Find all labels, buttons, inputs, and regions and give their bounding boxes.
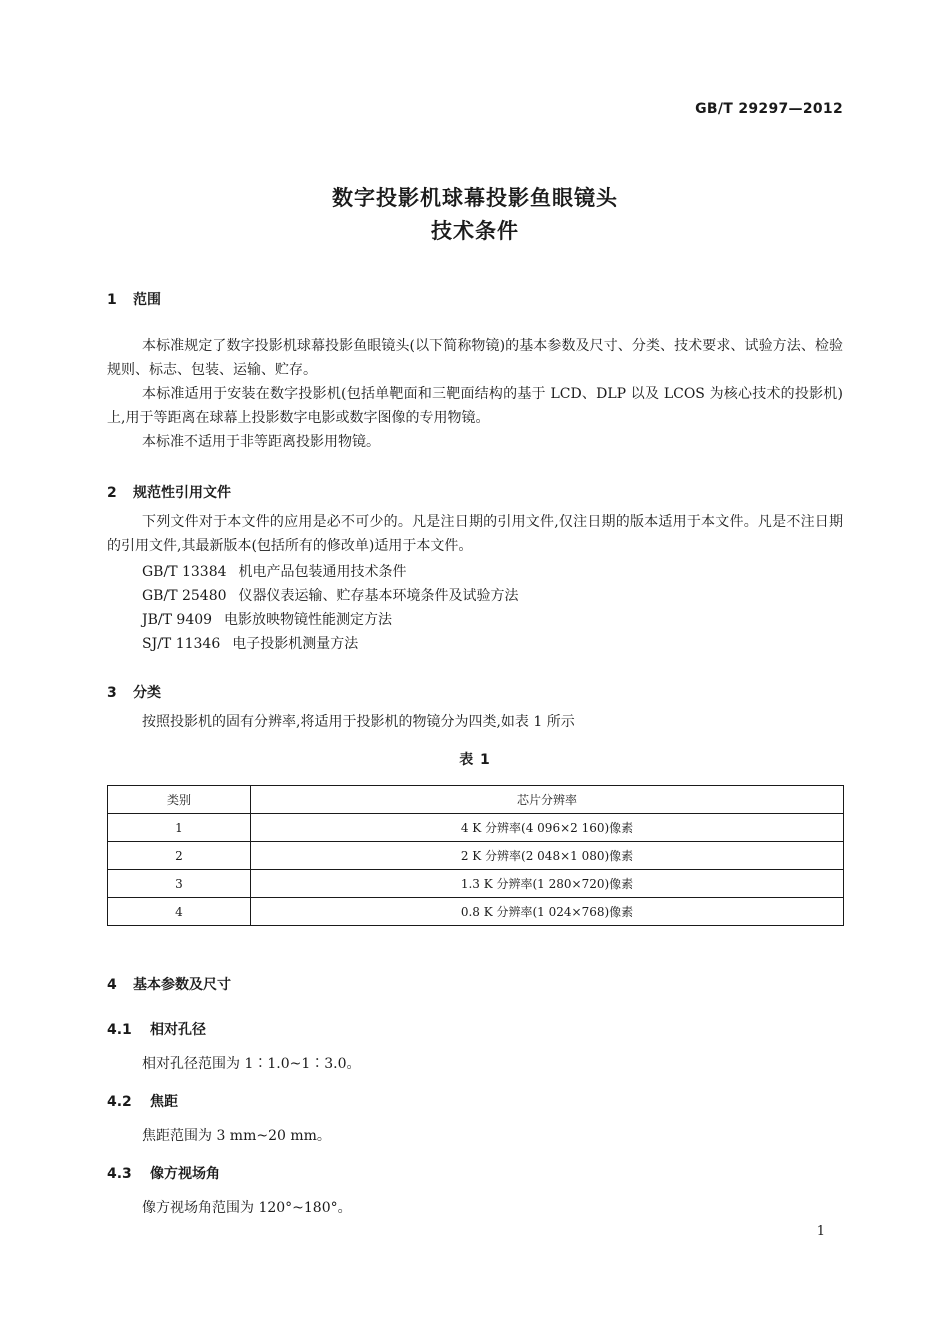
- reference-item: [142, 609, 392, 629]
- section-number: 4.2: [107, 1094, 132, 1110]
- table-cell-resolution: 2 K 分辨率(2 048×1 080)像素: [251, 842, 844, 870]
- section-title: 规范性引用文件: [133, 485, 231, 501]
- table-row: [108, 898, 844, 926]
- standard-number: GB/T 29297—2012: [695, 101, 843, 117]
- reference-code: JB/T 9409: [142, 612, 213, 628]
- section-4-3-text: 像方视场角范围为 120°~180°。: [142, 1200, 352, 1216]
- section-4-heading: [107, 974, 231, 994]
- section-title: 范围: [133, 292, 161, 308]
- resolution-table: [107, 785, 844, 926]
- table-cell-resolution: 1.3 K 分辨率(1 280×720)像素: [251, 870, 844, 898]
- section-title: 基本参数及尺寸: [133, 977, 231, 993]
- reference-item: [142, 585, 519, 605]
- document-title-line2: 技术条件: [431, 219, 519, 243]
- document-title-line1: 数字投影机球幕投影鱼眼镜头: [332, 186, 618, 210]
- section-3-heading: [107, 682, 161, 702]
- table-row: [108, 842, 844, 870]
- reference-name: 电子投影机测量方法: [232, 636, 359, 652]
- section-3-paragraph-1: 按照投影机的固有分辨率,将适用于投影机的物镜分为四类,如表 1 所示: [142, 714, 575, 730]
- column-header-category: 类别: [108, 786, 251, 814]
- section-1-heading: [107, 289, 161, 309]
- section-number: 4.1: [107, 1022, 132, 1038]
- section-number: 4.3: [107, 1166, 132, 1182]
- column-header-resolution: 芯片分辨率: [251, 786, 844, 814]
- table-cell-resolution: 4 K 分辨率(4 096×2 160)像素: [251, 814, 844, 842]
- section-4-1-heading: [107, 1019, 206, 1039]
- section-title: 相对孔径: [150, 1022, 206, 1038]
- section-2-paragraph-1: 下列文件对于本文件的应用是必不可少的。凡是注日期的引用文件,仅注日期的版本适用于本文件。凡是不注日期的引用文件,其最新版本(包括所有的修改单)适用于本文件。: [107, 514, 843, 554]
- reference-item: [142, 633, 358, 653]
- section-number: 3: [107, 685, 117, 701]
- section-number: 2: [107, 485, 117, 501]
- table-header-row: [108, 786, 844, 814]
- page-number: 1: [816, 1224, 825, 1239]
- section-number: 4: [107, 977, 117, 993]
- reference-name: 机电产品包装通用技术条件: [238, 564, 407, 580]
- section-number: 1: [107, 292, 117, 308]
- reference-code: GB/T 25480: [142, 588, 227, 604]
- section-4-2-text: 焦距范围为 3 mm~20 mm。: [142, 1128, 331, 1144]
- table-cell-resolution: 0.8 K 分辨率(1 024×768)像素: [251, 898, 844, 926]
- reference-code: SJ/T 11346: [142, 636, 221, 652]
- table-caption: 表 1: [459, 752, 491, 768]
- reference-name: 电影放映物镜性能测定方法: [224, 612, 393, 628]
- section-4-3-heading: [107, 1163, 220, 1183]
- table-row: [108, 814, 844, 842]
- table-cell-category: 1: [108, 814, 251, 842]
- section-1-paragraph-3: 本标准不适用于非等距离投影用物镜。: [142, 434, 380, 450]
- table-row: [108, 870, 844, 898]
- section-4-2-heading: [107, 1091, 178, 1111]
- section-title: 像方视场角: [150, 1166, 220, 1182]
- table-cell-category: 4: [108, 898, 251, 926]
- section-title: 分类: [133, 685, 161, 701]
- section-title: 焦距: [150, 1094, 178, 1110]
- table-cell-category: 3: [108, 870, 251, 898]
- section-4-1-text: 相对孔径范围为 1∶1.0~1∶3.0。: [142, 1056, 361, 1072]
- reference-item: [142, 561, 407, 581]
- reference-code: GB/T 13384: [142, 564, 227, 580]
- section-2-heading: [107, 482, 231, 502]
- table-cell-category: 2: [108, 842, 251, 870]
- reference-name: 仪器仪表运输、贮存基本环境条件及试验方法: [238, 588, 519, 604]
- section-1-paragraph-2: 本标准适用于安装在数字投影机(包括单靶面和三靶面结构的基于 LCD、DLP 以及 LCOS 为核心技术的投影机)上,用于等距离在球幕上投影数字电影或数字图像的专用物镜。: [107, 386, 843, 426]
- section-1-paragraph-1: 本标准规定了数字投影机球幕投影鱼眼镜头(以下简称物镜)的基本参数及尺寸、分类、技术要求、试验方法、检验规则、标志、包装、运输、贮存。: [107, 338, 843, 378]
